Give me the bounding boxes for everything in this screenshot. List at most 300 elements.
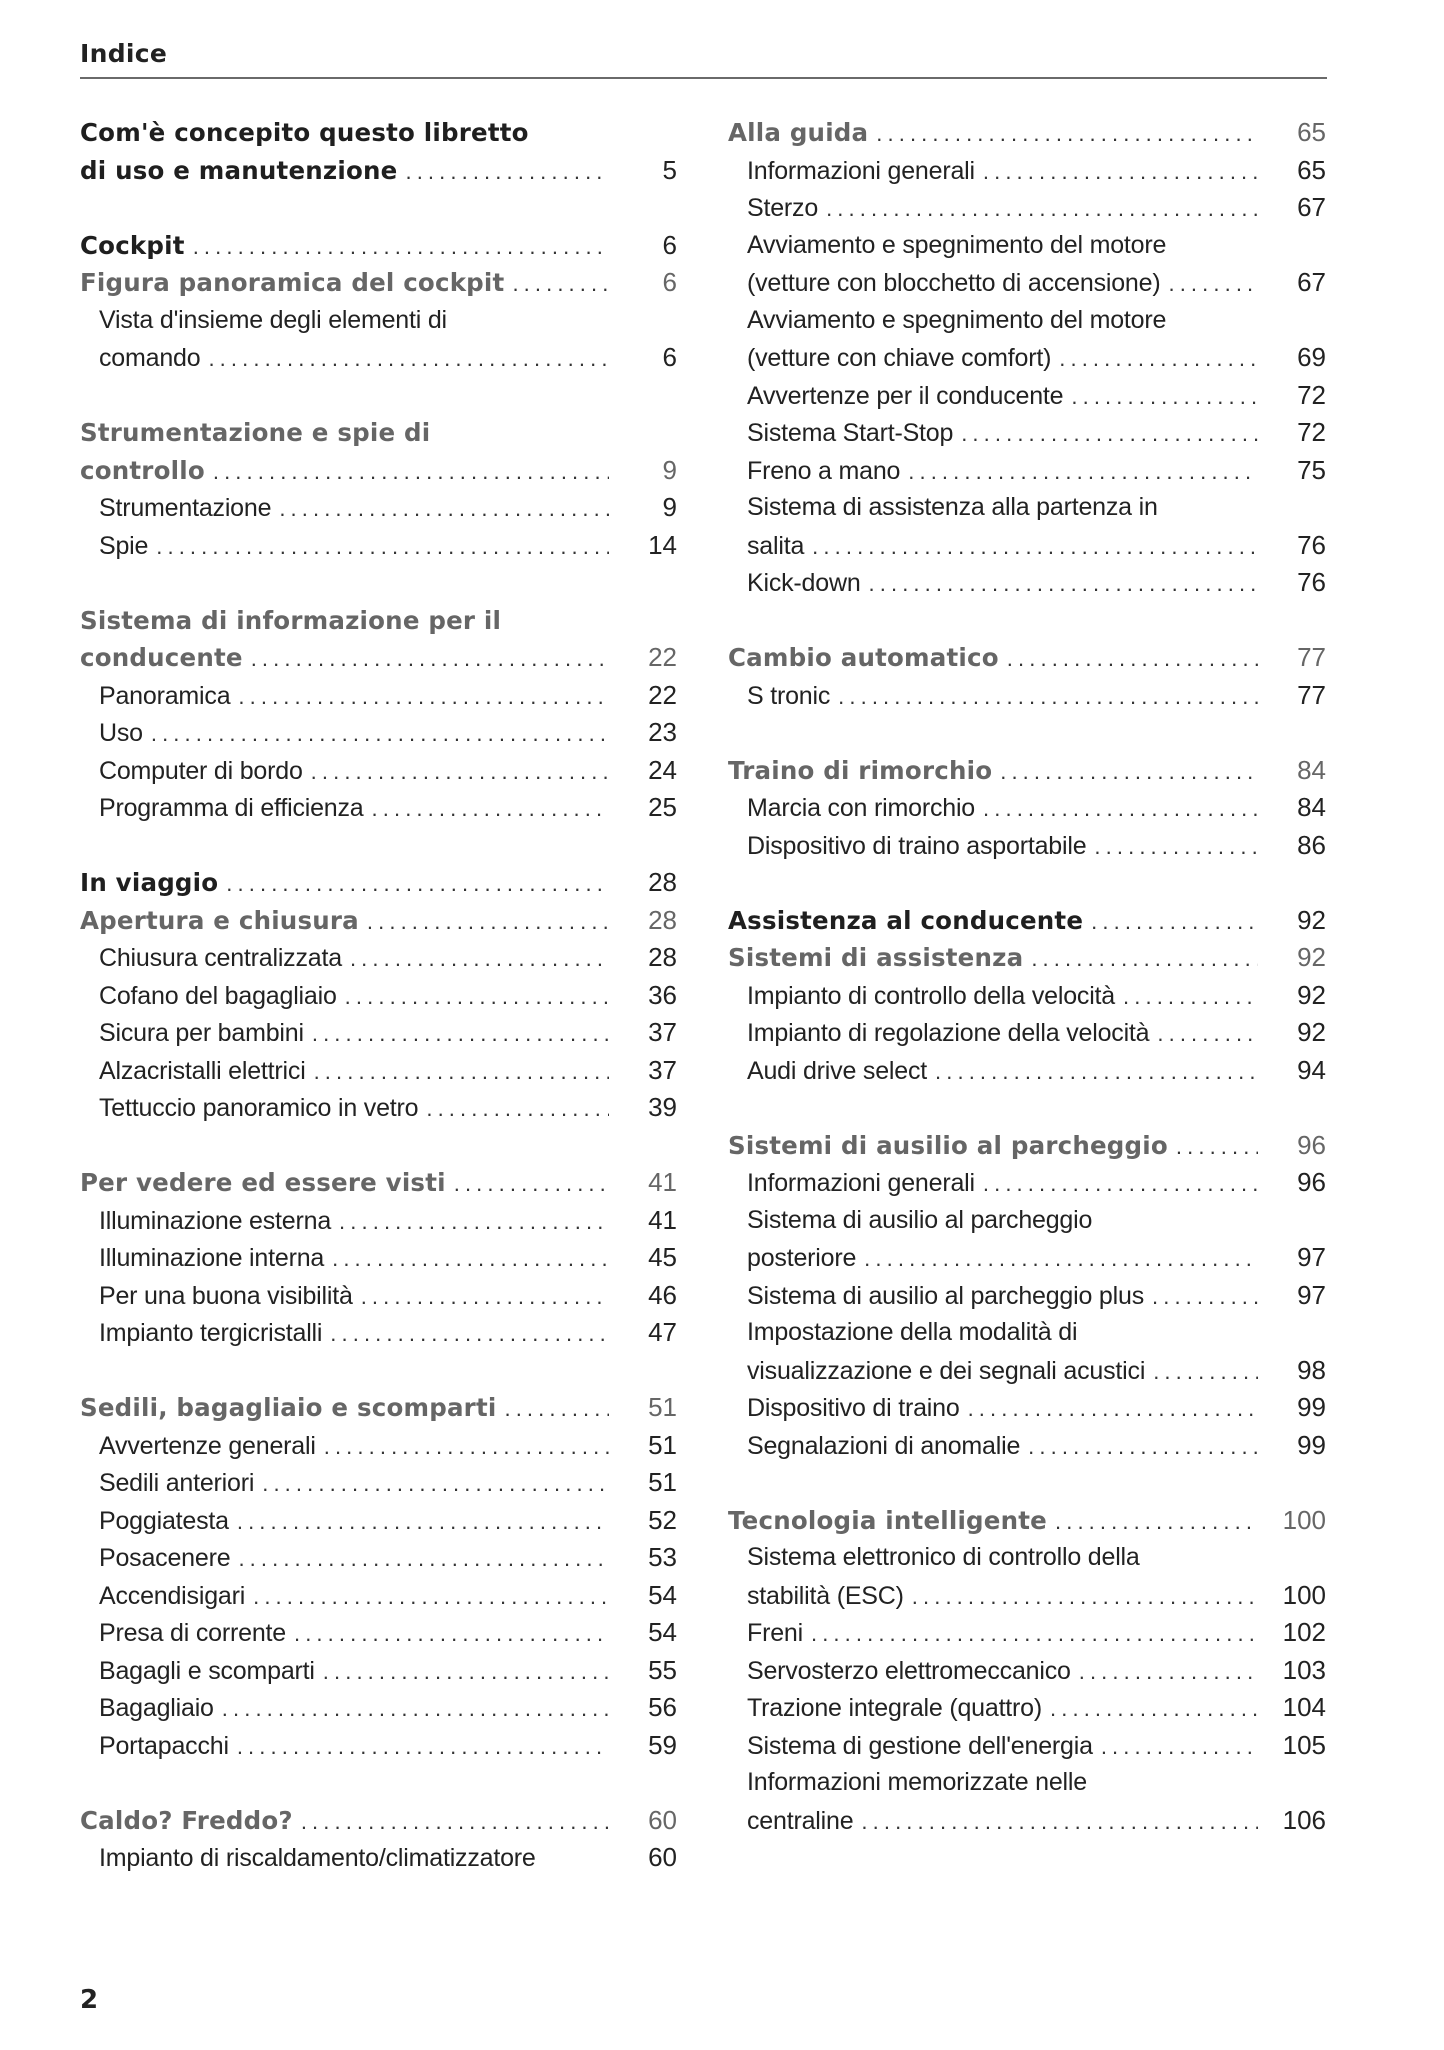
- toc-item-entry[interactable]: [80, 1202, 677, 1240]
- toc-section-entry[interactable]: [80, 639, 677, 677]
- dot-leader: [961, 415, 1258, 453]
- toc-entry-title: Impianto di riscaldamento/climatizzatore: [99, 1844, 536, 1872]
- toc-entry-title: Sistema elettronico di controllo della: [747, 1543, 1140, 1571]
- toc-page-number: 106: [1282, 1804, 1326, 1835]
- dot-leader: [323, 1653, 609, 1691]
- dot-leader: [361, 1278, 609, 1316]
- toc-entry-title: Avvertenze generali: [99, 1431, 316, 1460]
- toc-item-entry[interactable]: [728, 1614, 1326, 1652]
- toc-section-entry[interactable]: [728, 939, 1326, 977]
- toc-section-entry[interactable]: [728, 1502, 1326, 1540]
- toc-page-number: 51: [648, 1392, 677, 1422]
- dot-leader: [151, 715, 609, 753]
- dot-leader: [454, 1165, 609, 1203]
- toc-entry-title: Servosterzo elettromeccanico: [747, 1656, 1071, 1685]
- toc-entry-title: comando: [99, 344, 201, 372]
- toc-entry-title: controllo: [80, 455, 205, 485]
- toc-entry-title: Sicura per bambini: [99, 1019, 304, 1047]
- toc-item-entry[interactable]: [728, 1577, 1326, 1615]
- toc-entry-title: Impianto di controllo della velocità: [747, 981, 1116, 1010]
- dot-leader: [345, 978, 609, 1016]
- dot-leader: [1031, 940, 1258, 978]
- toc-page-number: 39: [648, 1092, 677, 1122]
- toc-page-number: 51: [648, 1467, 677, 1497]
- toc-item-entry[interactable]: [80, 489, 677, 527]
- toc-spacer: [728, 602, 1326, 640]
- toc-page-number: 25: [648, 792, 677, 822]
- toc-entry-title: Informazioni generali: [747, 1169, 975, 1197]
- toc-page-number: 41: [648, 1204, 677, 1235]
- toc-page-number: 6: [662, 229, 677, 260]
- dot-leader: [312, 1015, 609, 1053]
- toc-entry-title: Presa di corrente: [99, 1619, 286, 1647]
- dot-leader: [237, 1728, 609, 1766]
- toc-entry-title: Sistemi di ausilio al parcheggio: [728, 1130, 1168, 1160]
- toc-item-entry[interactable]: [80, 714, 677, 752]
- toc-spacer: [80, 564, 677, 602]
- dot-leader: [324, 1428, 609, 1466]
- toc-item-entry[interactable]: [80, 1464, 677, 1502]
- toc-item-entry[interactable]: [728, 1652, 1326, 1690]
- dot-leader: [213, 453, 609, 491]
- toc-entry-title: Sedili, bagagliaio e scomparti: [80, 1393, 497, 1422]
- toc-section-entry[interactable]: [80, 1802, 677, 1840]
- toc-entry-title: conducente: [80, 643, 243, 672]
- dot-leader: [1123, 978, 1258, 1016]
- toc-page-number: 53: [648, 1542, 677, 1572]
- toc-entry-title: Chiusura centralizzata: [99, 944, 342, 972]
- toc-item-entry[interactable]: [728, 1802, 1326, 1840]
- toc-page-number: 84: [1297, 792, 1326, 822]
- toc-page-number: 22: [648, 679, 677, 710]
- dot-leader: [1101, 1728, 1258, 1766]
- toc-entry-title: centraline: [747, 1806, 854, 1835]
- toc-item-entry[interactable]: [80, 1314, 677, 1352]
- toc-entry-title: Alla guida: [728, 118, 869, 147]
- toc-entry-title: Posacenere: [99, 1544, 231, 1572]
- toc-entry-title: Apertura e chiusura: [80, 905, 359, 935]
- toc-entry-title: Informazioni generali: [747, 156, 975, 185]
- toc-page-number: 86: [1297, 829, 1326, 860]
- toc-chapter-entry[interactable]: [80, 152, 677, 190]
- toc-item-entry[interactable]: [728, 564, 1326, 602]
- toc-entry-title: Computer di bordo: [99, 756, 303, 785]
- toc-entry-title: Traino di rimorchio: [728, 755, 993, 785]
- toc-item-entry[interactable]: [728, 977, 1326, 1015]
- header-divider: [80, 77, 1327, 79]
- toc-entry-title: Dispositivo di traino: [747, 1394, 960, 1422]
- dot-leader: [311, 753, 609, 791]
- dot-leader: [301, 1803, 609, 1841]
- toc-page-number: 94: [1297, 1054, 1326, 1085]
- toc-page-number: 92: [1297, 979, 1326, 1010]
- dot-leader: [1176, 1128, 1258, 1166]
- toc-item-entry[interactable]: [80, 1539, 677, 1577]
- toc-item-entry[interactable]: [80, 1239, 677, 1277]
- toc-item-entry[interactable]: [80, 977, 677, 1015]
- toc-item-entry[interactable]: [80, 1277, 677, 1315]
- toc-item-entry: [728, 1764, 1326, 1802]
- toc-page-number: 69: [1297, 342, 1326, 372]
- toc-page-number: 54: [648, 1579, 677, 1610]
- toc-spacer: [728, 1464, 1326, 1502]
- toc-entry-title: (vetture con chiave comfort): [747, 344, 1052, 372]
- toc-item-entry[interactable]: [728, 189, 1326, 227]
- toc-entry-title: Cambio automatico: [728, 643, 999, 672]
- toc-entry-title: Sistemi di assistenza: [728, 943, 1024, 972]
- dot-leader: [332, 1240, 609, 1278]
- toc-item-entry[interactable]: [728, 1277, 1326, 1315]
- toc-item-entry[interactable]: [728, 152, 1326, 190]
- toc-page-number: 23: [648, 717, 677, 747]
- dot-leader: [279, 490, 609, 528]
- toc-entry-title: posteriore: [747, 1244, 857, 1272]
- toc-entry-title: In viaggio: [80, 868, 219, 897]
- dot-leader: [350, 940, 609, 978]
- dot-leader: [253, 1578, 609, 1616]
- toc-entry-title: Strumentazione: [99, 494, 272, 522]
- toc-item-entry[interactable]: [728, 1689, 1326, 1727]
- toc-page-number: 14: [648, 529, 677, 560]
- toc-page-number: 99: [1297, 1392, 1326, 1422]
- dot-leader: [983, 790, 1258, 828]
- dot-leader: [983, 1165, 1258, 1203]
- toc-section-entry[interactable]: [80, 902, 677, 940]
- dot-leader: [512, 265, 609, 303]
- toc-item-entry[interactable]: [728, 377, 1326, 415]
- toc-entry-title: Sistema di ausilio al parcheggio plus: [747, 1281, 1144, 1310]
- toc-item-entry[interactable]: [80, 677, 677, 715]
- toc-section-entry[interactable]: [728, 639, 1326, 677]
- toc-section-entry[interactable]: [728, 1127, 1326, 1165]
- dot-leader: [504, 1390, 609, 1428]
- toc-item-entry[interactable]: [728, 264, 1326, 302]
- toc-page-number: 96: [1297, 1129, 1326, 1160]
- toc-page-number: 104: [1282, 1692, 1326, 1722]
- toc-entry-title: Avviamento e spegnimento del motore: [747, 230, 1167, 259]
- toc-entry-title: S tronic: [747, 681, 831, 710]
- page-title: Indice: [80, 39, 168, 68]
- toc-page-number: 60: [648, 1804, 677, 1835]
- toc-entry-title: Sistema Start-Stop: [747, 419, 954, 447]
- dot-leader: [838, 678, 1258, 716]
- toc-page-number: 6: [662, 342, 677, 372]
- dot-leader: [1152, 1278, 1258, 1316]
- dot-leader: [811, 1615, 1258, 1653]
- toc-left-column: [80, 114, 677, 1877]
- dot-leader: [1094, 828, 1258, 866]
- toc-chapter-entry[interactable]: [80, 227, 677, 265]
- toc-item-entry: [728, 489, 1326, 527]
- toc-page-number: 55: [648, 1654, 677, 1685]
- toc-page-number: 45: [648, 1242, 677, 1272]
- toc-entry-title: Illuminazione esterna: [99, 1206, 332, 1235]
- dot-leader: [1153, 1353, 1258, 1391]
- toc-entry-title: Freno a mano: [747, 456, 901, 485]
- toc-item-entry[interactable]: [80, 527, 677, 565]
- dot-leader: [983, 153, 1258, 191]
- toc-entry-title: Freni: [747, 1619, 803, 1647]
- toc-page-number: 92: [1297, 904, 1326, 935]
- toc-spacer: [80, 189, 677, 227]
- toc-entry-title: stabilità (ESC): [747, 1581, 904, 1610]
- toc-item-entry[interactable]: [80, 789, 677, 827]
- toc-entry-title: Bagagli e scomparti: [99, 1656, 315, 1685]
- toc-page-number: 92: [1297, 942, 1326, 972]
- toc-entry-title: Segnalazioni di anomalie: [747, 1431, 1021, 1460]
- toc-item-entry[interactable]: [728, 789, 1326, 827]
- toc-page-number: 24: [648, 754, 677, 785]
- toc-entry-title: Cofano del bagagliaio: [99, 981, 337, 1010]
- toc-entry-title: Per vedere ed essere visti: [80, 1168, 446, 1197]
- toc-page-number: 9: [662, 454, 677, 485]
- toc-page-number: 28: [648, 904, 677, 935]
- dot-leader: [812, 528, 1258, 566]
- dot-leader: [193, 228, 609, 266]
- toc-item-entry: [728, 227, 1326, 265]
- dot-leader: [968, 1390, 1258, 1428]
- dot-leader: [1091, 903, 1258, 941]
- toc-entry-title: Avviamento e spegnimento del motore: [747, 305, 1167, 334]
- dot-leader: [908, 453, 1258, 491]
- toc-item-entry: [728, 302, 1326, 340]
- toc-section-entry[interactable]: [80, 1389, 677, 1427]
- toc-entry-title: Spie: [99, 531, 149, 560]
- dot-leader: [1050, 1690, 1258, 1728]
- toc-entry-title: Sedili anteriori: [99, 1469, 255, 1497]
- dot-leader: [876, 115, 1258, 153]
- toc-entry-title: Panoramica: [99, 681, 231, 710]
- toc-page-number: 9: [662, 492, 677, 522]
- toc-page-number: 67: [1297, 267, 1326, 297]
- toc-chapter-entry[interactable]: [80, 864, 677, 902]
- toc-entry-title: salita: [747, 531, 805, 560]
- dot-leader: [237, 1503, 609, 1541]
- dot-leader: [935, 1053, 1258, 1091]
- toc-entry-title: Dispositivo di traino asportabile: [747, 831, 1087, 860]
- dot-leader: [1000, 753, 1258, 791]
- toc-page-number: 28: [648, 942, 677, 972]
- toc-entry-title: Poggiatesta: [99, 1506, 229, 1535]
- toc-page-number: 102: [1282, 1617, 1326, 1647]
- toc-right-column: [728, 114, 1326, 1839]
- toc-page-number: 84: [1297, 754, 1326, 785]
- toc-item-entry[interactable]: [80, 1089, 677, 1127]
- toc-item-entry[interactable]: [80, 1614, 677, 1652]
- toc-spacer: [80, 1127, 677, 1165]
- toc-page-number: 77: [1297, 642, 1326, 672]
- toc-page-number: 77: [1297, 679, 1326, 710]
- toc-spacer: [80, 1764, 677, 1802]
- toc-page-number: 22: [648, 642, 677, 672]
- toc-entry-title: Uso: [99, 719, 143, 747]
- toc-item-entry: [80, 302, 677, 340]
- toc-item-entry[interactable]: [728, 1239, 1326, 1277]
- toc-entry-title: Sistema di ausilio al parcheggio: [747, 1205, 1093, 1234]
- toc-entry-title: Informazioni memorizzate nelle: [747, 1768, 1087, 1796]
- dot-leader: [372, 790, 609, 828]
- toc-page-number: 5: [662, 154, 677, 185]
- toc-page-number: 65: [1297, 117, 1326, 147]
- toc-item-entry[interactable]: [80, 939, 677, 977]
- toc-page-number: 56: [648, 1692, 677, 1722]
- toc-item-entry[interactable]: [728, 677, 1326, 715]
- toc-page-number: 67: [1297, 192, 1326, 222]
- toc-entry-title: Portapacchi: [99, 1731, 229, 1760]
- toc-page-number: 75: [1297, 454, 1326, 485]
- toc-item-entry[interactable]: [728, 1352, 1326, 1390]
- toc-spacer: [80, 1352, 677, 1390]
- dot-leader: [1079, 1653, 1258, 1691]
- dot-leader: [1059, 340, 1258, 378]
- toc-entry-title: Kick-down: [747, 569, 861, 597]
- toc-item-entry[interactable]: [728, 339, 1326, 377]
- toc-item-entry[interactable]: [80, 1427, 677, 1465]
- dot-leader: [238, 1540, 609, 1578]
- toc-page-number: 54: [648, 1617, 677, 1647]
- toc-page-number: 92: [1297, 1017, 1326, 1047]
- toc-item-entry[interactable]: [80, 752, 677, 790]
- toc-section-entry: [80, 602, 677, 640]
- toc-page-number: 46: [648, 1279, 677, 1310]
- toc-page-number: 52: [648, 1504, 677, 1535]
- toc-section-entry[interactable]: [80, 1164, 677, 1202]
- toc-spacer: [728, 1089, 1326, 1127]
- toc-spacer: [80, 377, 677, 415]
- toc-page-number: 100: [1282, 1504, 1326, 1535]
- toc-item-entry[interactable]: [728, 1389, 1326, 1427]
- toc-item-entry[interactable]: [80, 1727, 677, 1765]
- toc-chapter-entry: [80, 114, 677, 152]
- toc-page-number: 37: [648, 1054, 677, 1085]
- dot-leader: [912, 1578, 1258, 1616]
- toc-entry-title: Caldo? Freddo?: [80, 1805, 293, 1835]
- toc-entry-title: Tecnologia intelligente: [728, 1505, 1047, 1535]
- toc-item-entry[interactable]: [80, 1577, 677, 1615]
- toc-item-entry[interactable]: [728, 1727, 1326, 1765]
- toc-section-entry[interactable]: [728, 752, 1326, 790]
- dot-leader: [864, 1240, 1258, 1278]
- toc-section-entry[interactable]: [80, 264, 677, 302]
- toc-item-entry[interactable]: [728, 1014, 1326, 1052]
- toc-entry-title: di uso e manutenzione: [80, 155, 398, 185]
- toc-page-number: 37: [648, 1017, 677, 1047]
- dot-leader: [294, 1615, 609, 1653]
- toc-page-number: 51: [648, 1429, 677, 1460]
- dot-leader: [339, 1203, 609, 1241]
- toc-page-number: 41: [648, 1167, 677, 1197]
- dot-leader: [226, 865, 609, 903]
- toc-item-entry[interactable]: [80, 1689, 677, 1727]
- toc-item-entry[interactable]: [728, 827, 1326, 865]
- dot-leader: [1007, 640, 1258, 678]
- dot-leader: [222, 1690, 609, 1728]
- dot-leader: [156, 528, 609, 566]
- toc-page-number: 60: [648, 1842, 677, 1872]
- toc-spacer: [80, 827, 677, 865]
- toc-page-number: 72: [1297, 417, 1326, 447]
- dot-leader: [1028, 1428, 1258, 1466]
- toc-chapter-entry[interactable]: [728, 902, 1326, 940]
- toc-entry-title: Bagagliaio: [99, 1694, 214, 1722]
- toc-entry-title: Figura panoramica del cockpit: [80, 268, 505, 297]
- toc-item-entry[interactable]: [80, 339, 677, 377]
- dot-leader: [826, 190, 1258, 228]
- toc-item-entry[interactable]: [728, 414, 1326, 452]
- toc-item-entry[interactable]: [80, 1502, 677, 1540]
- toc-section-entry: [80, 414, 677, 452]
- dot-leader: [208, 340, 609, 378]
- toc-entry-title: Sistema di assistenza alla partenza in: [747, 493, 1158, 521]
- toc-entry-title: Sterzo: [747, 194, 819, 222]
- toc-item-entry[interactable]: [728, 527, 1326, 565]
- toc-item-entry: [728, 1539, 1326, 1577]
- toc-item-entry[interactable]: [80, 1839, 677, 1877]
- toc-page-number: 97: [1297, 1279, 1326, 1310]
- toc-entry-title: Com'è concepito questo libretto: [80, 118, 529, 147]
- toc-item-entry[interactable]: [80, 1014, 677, 1052]
- toc-page-number: 98: [1297, 1354, 1326, 1385]
- toc-page-number: 105: [1282, 1729, 1326, 1760]
- page-header: [80, 36, 1327, 72]
- toc-page-number: 65: [1297, 154, 1326, 185]
- toc-entry-title: Audi drive select: [747, 1056, 928, 1085]
- toc-entry-title: Strumentazione e spie di: [80, 418, 431, 447]
- toc-entry-title: Per una buona visibilità: [99, 1281, 353, 1310]
- toc-item-entry[interactable]: [728, 1052, 1326, 1090]
- footer-page-number: 2: [80, 1985, 99, 2015]
- dot-leader: [426, 1090, 609, 1128]
- toc-entry-title: Tettuccio panoramico in vetro: [99, 1094, 419, 1122]
- toc-page-number: 59: [648, 1729, 677, 1760]
- dot-leader: [367, 903, 609, 941]
- toc-item-entry[interactable]: [728, 452, 1326, 490]
- toc-page-number: 28: [648, 867, 677, 897]
- toc-entry-title: Trazione integrale (quattro): [747, 1694, 1043, 1722]
- toc-section-entry[interactable]: [80, 452, 677, 490]
- dot-leader: [869, 565, 1258, 603]
- toc-entry-title: Alzacristalli elettrici: [99, 1056, 306, 1085]
- toc-page-number: 97: [1297, 1242, 1326, 1272]
- dot-leader: [251, 640, 609, 678]
- toc-entry-title: Impianto di regolazione della velocità: [747, 1019, 1150, 1047]
- toc-page-number: 76: [1297, 567, 1326, 597]
- toc-page-number: 103: [1282, 1654, 1326, 1685]
- toc-entry-title: Vista d'insieme degli elementi di: [99, 305, 447, 334]
- toc-spacer: [728, 714, 1326, 752]
- toc-item-entry[interactable]: [728, 1164, 1326, 1202]
- toc-entry-title: Illuminazione interna: [99, 1244, 325, 1272]
- toc-entry-title: Programma di efficienza: [99, 794, 364, 822]
- toc-item-entry[interactable]: [80, 1652, 677, 1690]
- toc-item-entry[interactable]: [728, 1427, 1326, 1465]
- toc-page-number: 76: [1297, 529, 1326, 560]
- toc-page-number: 99: [1297, 1429, 1326, 1460]
- dot-leader: [1071, 378, 1258, 416]
- dot-leader: [330, 1315, 609, 1353]
- toc-page-number: 47: [648, 1317, 677, 1347]
- toc-section-entry[interactable]: [728, 114, 1326, 152]
- toc-entry-title: Assistenza al conducente: [728, 905, 1084, 935]
- toc-spacer: [728, 864, 1326, 902]
- toc-page-number: 6: [662, 267, 677, 297]
- toc-entry-title: Sistema di informazione per il: [80, 605, 502, 635]
- toc-page-number: 96: [1297, 1167, 1326, 1197]
- toc-page-number: 72: [1297, 379, 1326, 410]
- dot-leader: [405, 153, 609, 191]
- toc-item-entry[interactable]: [80, 1052, 677, 1090]
- toc-entry-title: Cockpit: [80, 230, 185, 260]
